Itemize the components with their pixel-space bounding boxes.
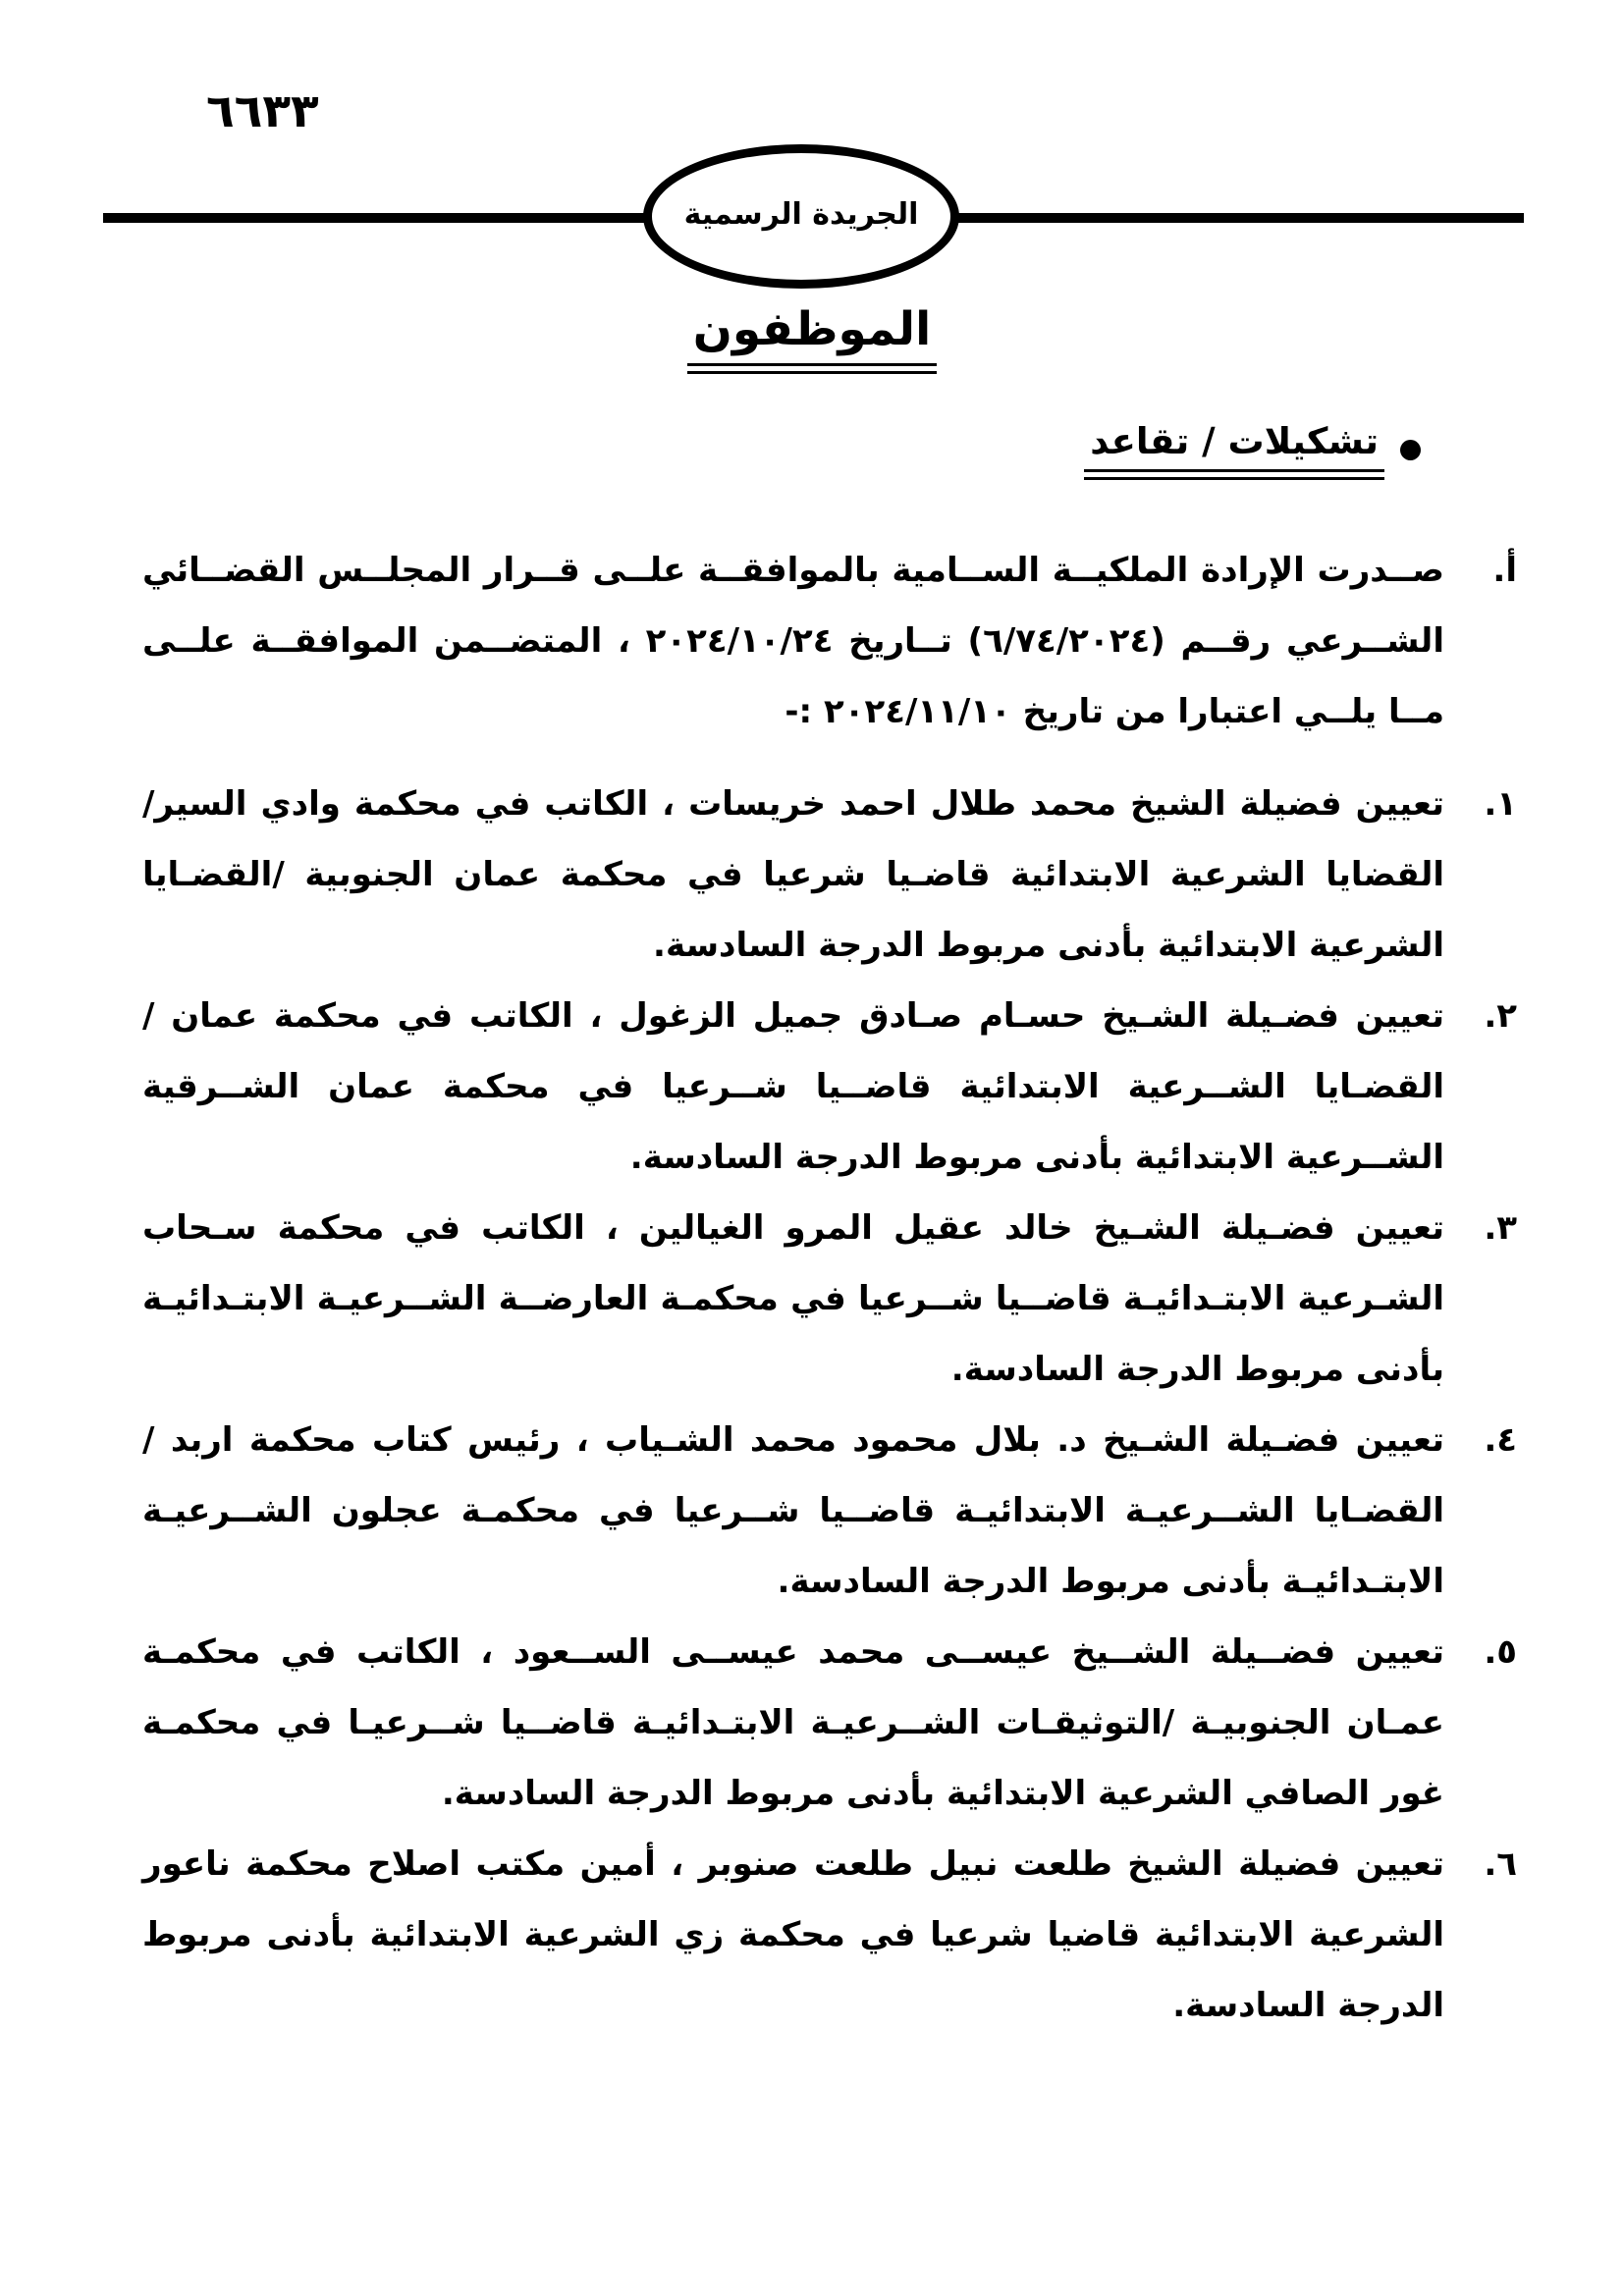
item-text: تعيين فضــيلة الشــيخ عيســى محمد عيســى الســعود ، الكاتب في محكمـة عمـان الجنوبيـة /التوثيقـات الشــرعيـة الابتـدائيـة قاضــيا شــرعيـا في محكمـة غور الصافي الشرعية الابتدائية بأدنى مربوط الدرجة السادسة. xyxy=(142,1632,1444,1813)
item-number: ٦. xyxy=(1484,1844,1517,1884)
section-title: الموظفون xyxy=(687,302,937,366)
item-number: ١. xyxy=(1484,784,1517,824)
item-text: تعيين فضيلة الشيخ محمد طلال احمد خريسات ، الكاتب في محكمة وادي السير/القضايا الشرعية الابتدائية قاضـيا شرعيا في محكمة عمان الجنوبية /القضـايا الشرعية الابتدائية بأدنى مربوط الدرجة السادسة. xyxy=(142,784,1444,965)
page-number: ٦٦٣٣ xyxy=(206,84,319,138)
intro-paragraph xyxy=(142,535,1517,747)
item-text: تعيين فضـيلة الشـيخ خالد عقيل المرو الغيالين ، الكاتب في محكمة سـحاب الشـرعية الابتـدائيـة قاضــيا شــرعيا في محكمـة العارضــة الشــرعيـة الابتـدائيـة بأدنى مربوط الدرجة السادسة. xyxy=(142,1208,1444,1389)
bullet-icon xyxy=(1400,440,1421,460)
gazette-title: الجريدة الرسمية xyxy=(683,197,919,232)
appointment-item-2 xyxy=(142,981,1517,1193)
body-text xyxy=(142,535,1517,2041)
item-number: ٣. xyxy=(1484,1208,1517,1248)
intro-text: صــدرت الإرادة الملكيــة الســامية بالموافقــة علــى قــرار المجلــس القضــائي الشــرعي رقــم (٦/٧٤/٢٠٢٤) تــاريخ ٢٠٢٤/١٠/٢٤ ، المتضــمن الموافقــة علــى مــا يلــي اعتبارا من تاريخ ٢٠٢٤/١١/١٠ :- xyxy=(142,551,1444,731)
appointment-item-5 xyxy=(142,1617,1517,1829)
subsection-row xyxy=(1084,420,1421,480)
appointment-item-3 xyxy=(142,1193,1517,1405)
item-number: ٥. xyxy=(1484,1632,1517,1672)
section-title-wrap xyxy=(0,302,1624,374)
item-number: ٢. xyxy=(1484,996,1517,1036)
item-number: ٤. xyxy=(1484,1420,1517,1460)
item-text: تعيين فضيلة الشيخ طلعت نبيل طلعت صنوبر ، أمين مكتب اصلاح محكمة ناعور الشرعية الابتدائية قاضيا شرعيا في محكمة زي الشرعية الابتدائية بأدنى مربوط الدرجة السادسة. xyxy=(142,1844,1444,2025)
appointment-item-1 xyxy=(142,769,1517,981)
intro-marker: أ. xyxy=(1492,551,1517,590)
item-text: تعيين فضـيلة الشـيخ د. بلال محمود محمد الشـياب ، رئيس كتاب محكمة اربد /القضـايا الشــرعيـة الابتدائيـة قاضــيا شــرعيا في محكمـة عجلون الشــرعيـة الابتـدائيـة بأدنى مربوط الدرجة السادسة. xyxy=(142,1420,1444,1601)
gazette-seal-ellipse xyxy=(643,144,959,289)
appointment-item-6 xyxy=(142,1829,1517,2041)
appointment-item-4 xyxy=(142,1405,1517,1617)
subsection-title: تشكيلات / تقاعد xyxy=(1084,420,1384,472)
item-text: تعيين فضـيلة الشـيخ حسـام صـادق جميل الزغول ، الكاتب في محكمة عمان /القضـايا الشــرعية الابتدائية قاضــيا شــرعيا في محكمة عمان الشــرقية الشــرعية الابتدائية بأدنى مربوط الدرجة السادسة. xyxy=(142,996,1444,1177)
